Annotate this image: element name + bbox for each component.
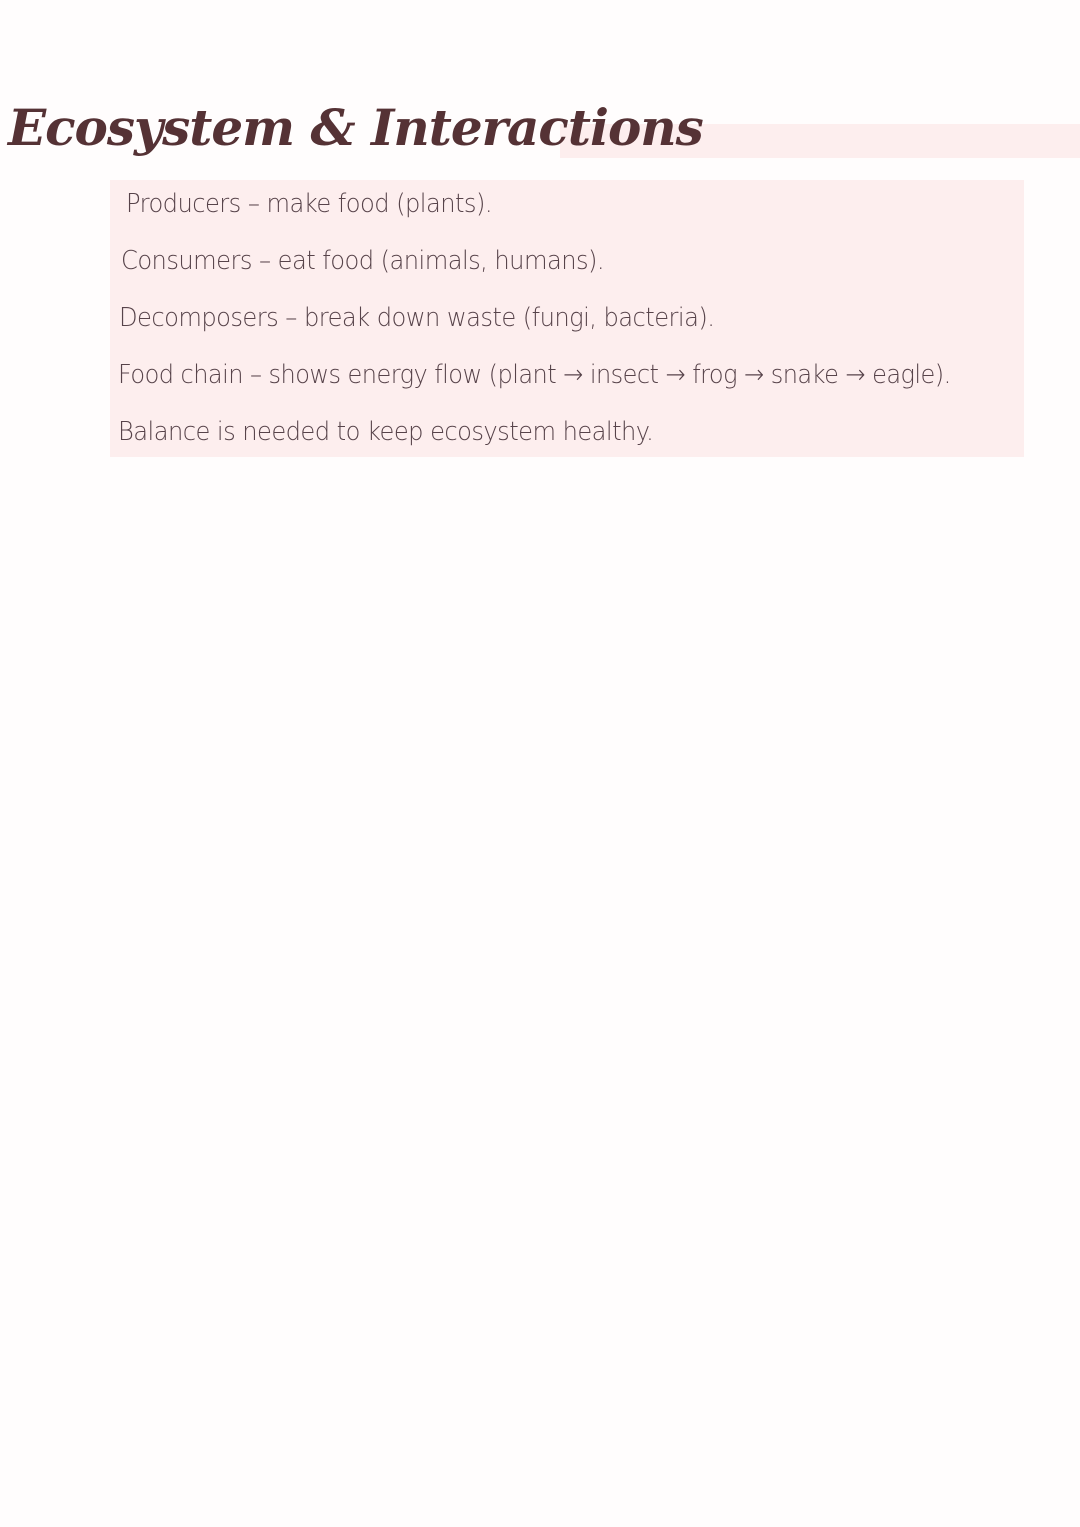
note-consumers: Consumers – eat food (animals, humans). [121,246,605,276]
note-decomposers: Decomposers – break down waste (fungi, bacteria). [119,303,715,333]
note-producers: Producers – make food (plants). [126,189,492,219]
note-food-chain: Food chain – shows energy flow (plant → insect → frog → snake → eagle). [118,360,951,390]
note-balance: Balance is needed to keep ecosystem healthy. [118,417,654,447]
page-title: Ecosystem & Interactions [8,98,703,157]
